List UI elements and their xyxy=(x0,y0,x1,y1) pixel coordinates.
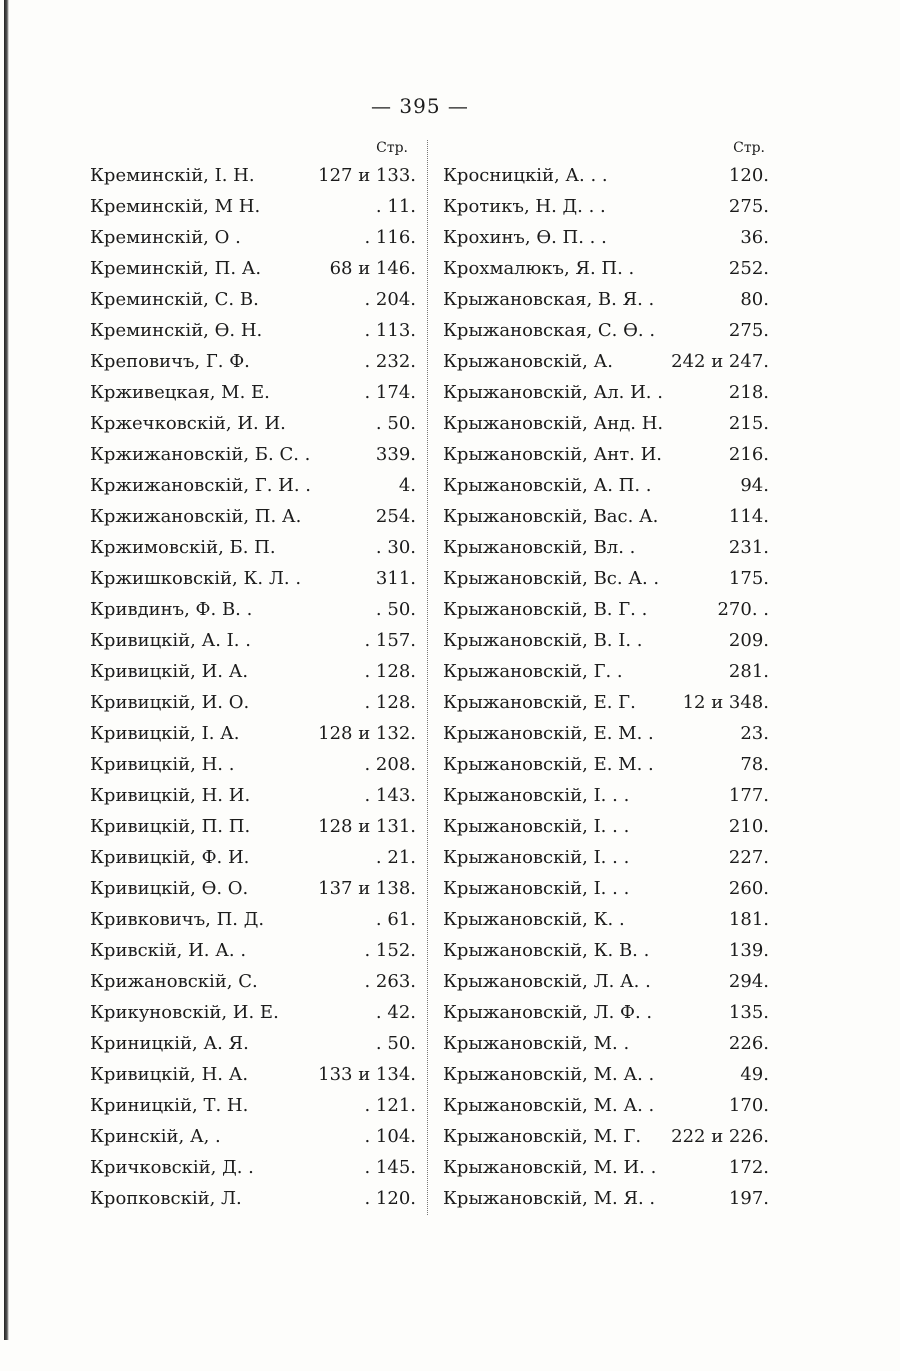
page-column-header: Стр. xyxy=(376,140,408,156)
entry-name: Кривицкій, Н. А. xyxy=(90,1064,249,1085)
entry-name: Кротикъ, Н. Д. . . xyxy=(443,196,606,217)
entry-name: Крыжановскій, М. Я. . xyxy=(443,1188,656,1209)
index-entry xyxy=(90,346,416,377)
page-column-header: Стр. xyxy=(733,140,765,156)
entry-page: 172. xyxy=(728,1157,769,1178)
index-entry xyxy=(443,625,769,656)
left-entry-list xyxy=(90,160,416,1214)
entry-page: 275. xyxy=(728,320,769,341)
index-entry xyxy=(443,315,769,346)
entry-page: . 113. xyxy=(364,320,416,341)
entry-name: Кривковичъ, П. Д. xyxy=(90,909,265,930)
entry-name: Крыжановскій, Л. А. . xyxy=(443,971,651,992)
index-entry xyxy=(443,811,769,842)
entry-page: 226. xyxy=(728,1033,769,1054)
index-entry xyxy=(90,377,416,408)
index-entry xyxy=(90,222,416,253)
entry-page: . 120. xyxy=(364,1188,416,1209)
entry-name: Крыжановская, С. Ө. . xyxy=(443,320,656,341)
entry-name: Крыжановскій, І. . . xyxy=(443,816,630,837)
entry-name: Крыжановскій, Л. Ф. . xyxy=(443,1002,653,1023)
entry-page: . 104. xyxy=(364,1126,416,1147)
entry-name: Крохмалюкъ, Я. П. . xyxy=(443,258,635,279)
entry-name: Кривицкій, И. А. xyxy=(90,661,249,682)
index-entry xyxy=(90,191,416,222)
entry-page: 4. xyxy=(398,475,416,496)
index-entry xyxy=(443,191,769,222)
entry-page: 175. xyxy=(728,568,769,589)
index-entry xyxy=(443,1152,769,1183)
index-entry xyxy=(443,780,769,811)
index-entry xyxy=(90,563,416,594)
index-entry xyxy=(90,253,416,284)
entry-name: Крыжановскій, Вс. А. . xyxy=(443,568,660,589)
entry-page: 252. xyxy=(728,258,769,279)
entry-name: Кржечковскій, И. И. xyxy=(90,413,286,434)
entry-page: 80. xyxy=(740,289,769,310)
index-entry xyxy=(443,842,769,873)
entry-page: . 121. xyxy=(364,1095,416,1116)
index-entry xyxy=(443,563,769,594)
entry-page: 275. xyxy=(728,196,769,217)
entry-page: 49. xyxy=(740,1064,769,1085)
entry-page: . 61. xyxy=(375,909,416,930)
index-entry xyxy=(443,873,769,904)
index-entry xyxy=(443,253,769,284)
index-entry xyxy=(443,1028,769,1059)
index-entry xyxy=(443,377,769,408)
index-entry xyxy=(90,501,416,532)
page-number: — 395 — xyxy=(371,94,469,118)
entry-name: Крыжановскій, Ал. И. . xyxy=(443,382,663,403)
index-entry xyxy=(443,594,769,625)
entry-name: Кринскій, А, . xyxy=(90,1126,221,1147)
index-entry xyxy=(443,656,769,687)
entry-name: Кржижановскій, Г. И. . xyxy=(90,475,312,496)
entry-page: 36. xyxy=(740,227,769,248)
index-entry xyxy=(443,346,769,377)
entry-page: . 174. xyxy=(364,382,416,403)
entry-name: Крыжановскій, Анд. Н. xyxy=(443,413,664,434)
index-entry xyxy=(90,904,416,935)
entry-name: Крыжановскій, К. В. . xyxy=(443,940,650,961)
entry-name: Креминскій, О . xyxy=(90,227,241,248)
entry-name: Крыжановскій, Ант. И. xyxy=(443,444,663,465)
entry-name: Крыжановскій, Вл. . xyxy=(443,537,636,558)
entry-name: Крохинъ, Ө. П. . . xyxy=(443,227,607,248)
index-entry xyxy=(443,284,769,315)
entry-page: . 21. xyxy=(375,847,416,868)
entry-name: Креминскій, П. А. xyxy=(90,258,262,279)
entry-name: Крыжановскій, Е. Г. xyxy=(443,692,636,713)
entry-name: Криницкій, Т. Н. xyxy=(90,1095,249,1116)
entry-page: 242 и 247. xyxy=(671,351,769,372)
entry-name: Крыжановскій, В. Г. . xyxy=(443,599,648,620)
entry-name: Кржимовскій, Б. П. xyxy=(90,537,276,558)
index-entry xyxy=(90,315,416,346)
entry-page: . 50. xyxy=(375,1033,416,1054)
index-entry xyxy=(443,904,769,935)
index-entry xyxy=(90,780,416,811)
entry-name: Кривицкій, Ф. И. xyxy=(90,847,250,868)
index-entry xyxy=(443,687,769,718)
entry-name: Кржижановскій, П. А. xyxy=(90,506,302,527)
entry-name: Крыжановскій, І. . . xyxy=(443,878,630,899)
entry-name: Кривицкій, П. П. xyxy=(90,816,251,837)
entry-page: 197. xyxy=(728,1188,769,1209)
entry-page: 78. xyxy=(740,754,769,775)
entry-name: Креминскій, С. В. xyxy=(90,289,259,310)
entry-name: Крыжановскій, Г. . xyxy=(443,661,623,682)
entry-page: . 50. xyxy=(375,413,416,434)
entry-page: 222 и 226. xyxy=(671,1126,769,1147)
index-entry xyxy=(443,997,769,1028)
entry-page: . 11. xyxy=(375,196,416,217)
right-index-column xyxy=(443,136,769,1214)
entry-page: 270. . xyxy=(717,599,769,620)
entry-name: Крыжановскій, М. И. . xyxy=(443,1157,657,1178)
index-entry xyxy=(90,284,416,315)
index-entry xyxy=(443,1183,769,1214)
entry-page: . 204. xyxy=(364,289,416,310)
entry-name: Кривицкій, Н. И. xyxy=(90,785,251,806)
index-entry xyxy=(90,935,416,966)
index-entry xyxy=(90,470,416,501)
entry-page: . 208. xyxy=(364,754,416,775)
entry-name: Крыжановскій, М. . xyxy=(443,1033,630,1054)
entry-name: Кривицкій, И. О. xyxy=(90,692,250,713)
index-entry xyxy=(443,160,769,191)
entry-name: Крыжановскій, А. П. . xyxy=(443,475,652,496)
entry-name: Крыжановскій, К. . xyxy=(443,909,625,930)
entry-page: 135. xyxy=(728,1002,769,1023)
entry-page: 139. xyxy=(728,940,769,961)
entry-page: 127 и 133. xyxy=(318,165,416,186)
index-entry xyxy=(90,811,416,842)
entry-name: Креминскій, Ө. Н. xyxy=(90,320,263,341)
entry-name: Крыжановскій, М. Г. xyxy=(443,1126,642,1147)
entry-page: 128 и 132. xyxy=(318,723,416,744)
entry-name: Кривскій, И. А. . xyxy=(90,940,247,961)
entry-name: Креповичъ, Г. Ф. xyxy=(90,351,250,372)
index-entry xyxy=(90,873,416,904)
index-entry xyxy=(90,439,416,470)
entry-page: 137 и 138. xyxy=(318,878,416,899)
entry-page: . 42. xyxy=(375,1002,416,1023)
index-entry xyxy=(90,160,416,191)
entry-name: Креминскій, І. Н. xyxy=(90,165,255,186)
index-entry xyxy=(443,532,769,563)
index-entry xyxy=(90,997,416,1028)
index-entry xyxy=(443,470,769,501)
entry-page: . 157. xyxy=(364,630,416,651)
entry-name: Крыжановскій, В. І. . xyxy=(443,630,643,651)
entry-name: Крыжановскій, Вас. А. xyxy=(443,506,659,527)
entry-page: . 263. xyxy=(364,971,416,992)
entry-name: Кржижановскій, Б. С. . xyxy=(90,444,311,465)
index-entry xyxy=(90,1059,416,1090)
entry-page: 177. xyxy=(728,785,769,806)
entry-page: . 232. xyxy=(364,351,416,372)
index-entry xyxy=(443,439,769,470)
entry-name: Креминскій, М Н. xyxy=(90,196,261,217)
entry-page: 216. xyxy=(728,444,769,465)
entry-name: Кривицкій, Ө. О. xyxy=(90,878,249,899)
index-entry xyxy=(90,532,416,563)
index-entry xyxy=(443,222,769,253)
entry-page: 210. xyxy=(728,816,769,837)
entry-page: . 116. xyxy=(364,227,416,248)
index-entry xyxy=(443,1090,769,1121)
index-entry xyxy=(90,656,416,687)
index-entry xyxy=(90,1028,416,1059)
entry-page: 227. xyxy=(728,847,769,868)
entry-name: Кривдинъ, Ф. В. . xyxy=(90,599,253,620)
entry-name: Крижановскій, С. xyxy=(90,971,258,992)
entry-page: 170. xyxy=(728,1095,769,1116)
entry-name: Крыжановскій, І. . . xyxy=(443,847,630,868)
entry-name: Крикуновскій, И. Е. xyxy=(90,1002,279,1023)
entry-name: Крыжановскій, М. А. . xyxy=(443,1064,655,1085)
entry-page: . 152. xyxy=(364,940,416,961)
entry-name: Кропковскій, Л. xyxy=(90,1188,242,1209)
entry-page: 128 и 131. xyxy=(318,816,416,837)
entry-page: 218. xyxy=(728,382,769,403)
entry-page: 281. xyxy=(728,661,769,682)
index-entry xyxy=(90,625,416,656)
index-entry xyxy=(90,749,416,780)
index-entry xyxy=(443,408,769,439)
entry-page: 12 и 348. xyxy=(682,692,769,713)
entry-name: Кривицкій, І. А. xyxy=(90,723,240,744)
entry-name: Кросницкій, А. . . xyxy=(443,165,608,186)
entry-page: 114. xyxy=(728,506,769,527)
index-entry xyxy=(443,935,769,966)
entry-name: Крыжановскій, Е. М. . xyxy=(443,754,654,775)
index-entry xyxy=(90,687,416,718)
entry-page: 209. xyxy=(728,630,769,651)
entry-name: Крыжановская, В. Я. . xyxy=(443,289,655,310)
entry-page: 68 и 146. xyxy=(329,258,416,279)
entry-page: 311. xyxy=(375,568,416,589)
entry-page: . 128. xyxy=(364,692,416,713)
entry-name: Крыжановскій, А. xyxy=(443,351,613,372)
entry-name: Крыжановскій, Е. М. . xyxy=(443,723,654,744)
index-entry xyxy=(443,501,769,532)
entry-page: 339. xyxy=(375,444,416,465)
entry-page: 94. xyxy=(740,475,769,496)
index-entry xyxy=(90,966,416,997)
entry-name: Кржишковскій, К. Л. . xyxy=(90,568,302,589)
entry-name: Кривицкій, Н. . xyxy=(90,754,235,775)
index-entry xyxy=(90,1152,416,1183)
entry-page: 260. xyxy=(728,878,769,899)
page-edge-shadow xyxy=(4,0,9,1340)
entry-page: 23. xyxy=(740,723,769,744)
entry-name: Крыжановскій, М. А. . xyxy=(443,1095,655,1116)
entry-page: 133 и 134. xyxy=(318,1064,416,1085)
index-entry xyxy=(90,842,416,873)
left-index-column xyxy=(90,136,416,1214)
entry-page: 254. xyxy=(375,506,416,527)
index-entry xyxy=(90,1183,416,1214)
entry-page: . 128. xyxy=(364,661,416,682)
entry-name: Кричковскій, Д. . xyxy=(90,1157,254,1178)
index-entry xyxy=(90,408,416,439)
entry-page: 294. xyxy=(728,971,769,992)
index-entry xyxy=(443,1059,769,1090)
entry-name: Кривицкій, А. І. . xyxy=(90,630,251,651)
index-entry xyxy=(443,749,769,780)
right-entry-list xyxy=(443,160,769,1214)
index-entry xyxy=(443,966,769,997)
entry-page: . 30. xyxy=(375,537,416,558)
entry-page: 181. xyxy=(728,909,769,930)
entry-name: Криницкій, А. Я. xyxy=(90,1033,249,1054)
index-entry xyxy=(90,1121,416,1152)
index-entry xyxy=(90,594,416,625)
column-divider xyxy=(427,140,428,1215)
index-entry xyxy=(90,1090,416,1121)
index-entry xyxy=(443,718,769,749)
entry-page: . 145. xyxy=(364,1157,416,1178)
entry-page: . 50. xyxy=(375,599,416,620)
entry-page: . 143. xyxy=(364,785,416,806)
entry-page: 231. xyxy=(728,537,769,558)
entry-name: Крживецкая, М. Е. xyxy=(90,382,270,403)
entry-page: 120. xyxy=(728,165,769,186)
index-entry xyxy=(443,1121,769,1152)
entry-page: 215. xyxy=(728,413,769,434)
index-entry xyxy=(90,718,416,749)
entry-name: Крыжановскій, І. . . xyxy=(443,785,630,806)
